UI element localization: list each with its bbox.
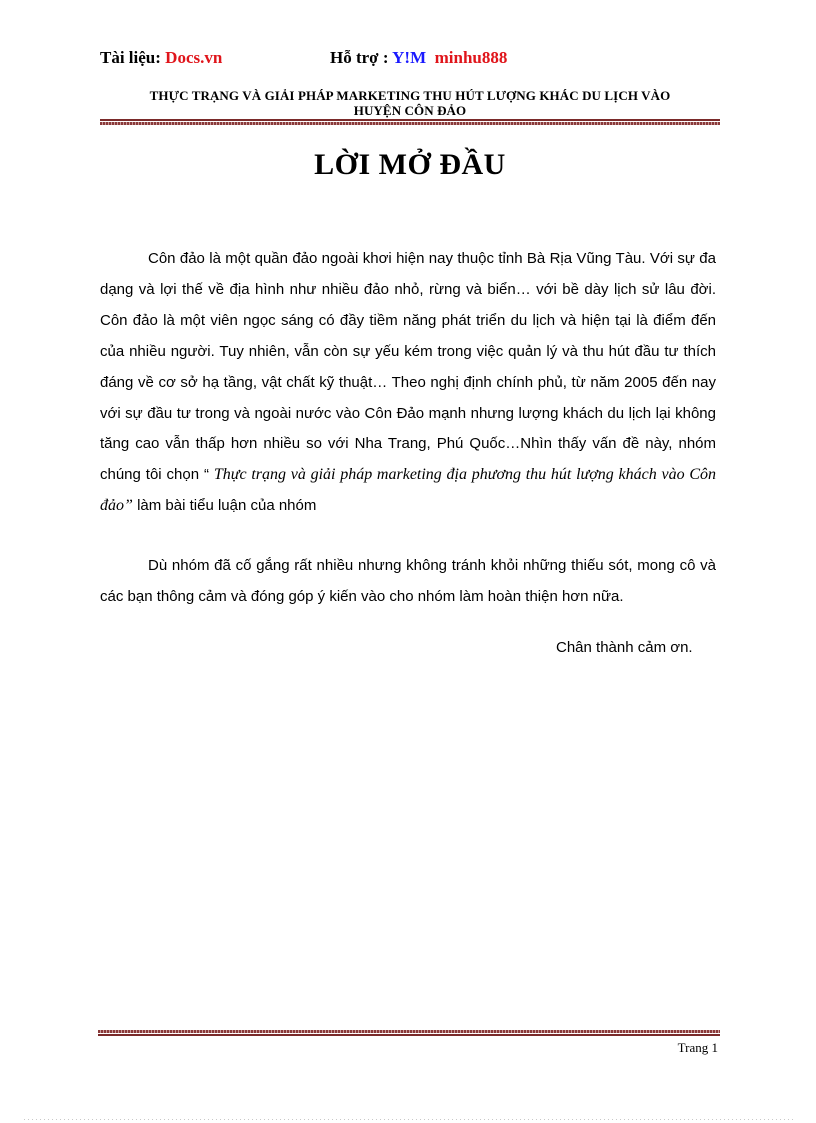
document-title-line2: HUYỆN CÔN ĐẢO: [353, 103, 467, 118]
body-text: [100, 244, 716, 613]
support-info: [330, 48, 507, 68]
source-link[interactable]: Docs.vn: [165, 48, 223, 67]
paragraph-apology: Dù nhóm đã cố gắng rất nhiều nhưng không tránh khỏi những thiếu sót, mong cô và các bạn thông cảm và đóng góp ý kiến vào cho nhóm làm hoàn thiện hơn nữa.: [100, 557, 716, 606]
footer-divider: [98, 1030, 720, 1036]
document-title-line1: THỰC TRẠNG VÀ GIẢI PHÁP MARKETING THU HÚT LƯỢNG KHÁC DU LỊCH VÀO: [149, 88, 671, 103]
page-heading: LỜI MỞ ĐẦU: [314, 148, 506, 181]
support-user[interactable]: minhu888: [434, 48, 508, 67]
paragraph-intro-italic: Thực trạng và giải pháp marketing địa phương thu hút lượng khách vào Côn đảo”: [100, 466, 716, 515]
closing-line: Chân thành cảm ơn.: [556, 639, 693, 656]
header-divider: [100, 119, 720, 125]
paragraph-intro: [100, 244, 716, 522]
source-info: [100, 48, 222, 68]
source-label: Tài liệu:: [100, 48, 161, 67]
page-number: Trang 1: [677, 1040, 718, 1055]
support-ym: Y!M: [392, 48, 427, 67]
paragraph-intro-tail: làm bài tiểu luận của nhóm: [132, 497, 317, 515]
document-title: [100, 88, 720, 118]
support-label: Hỗ trợ :: [330, 48, 389, 67]
header-bar: [100, 48, 720, 72]
paragraph-intro-text: Côn đảo là một quần đảo ngoài khơi hiện nay thuộc tỉnh Bà Rịa Vũng Tàu. Với sự đa dạng và lợi thế về địa hình như nhiều đảo nhỏ, rừng và biển… với bề dày lịch sử lâu đời. Côn đảo là một viên ngọc sáng có đầy tiềm năng phát triển du lịch và hiện tại là điểm đến của nhiều người. Tuy nhiên, vẫn còn sự yếu kém trong việc quản lý và thu hút đầu tư thích đáng về cơ sở hạ tầng, vật chất kỹ thuật… Theo nghị định chính phủ, từ năm 2005 đến nay với sự đầu tư trong và ngoài nước vào Côn Đảo mạnh nhưng lượng khách du lịch lại không tăng cao vẫn thấp hơn nhiều so với Nha Trang, Phú Quốc…Nhìn thấy vấn đề này, nhóm chúng tôi chọn “: [100, 250, 716, 484]
page-boundary: [24, 1119, 794, 1120]
